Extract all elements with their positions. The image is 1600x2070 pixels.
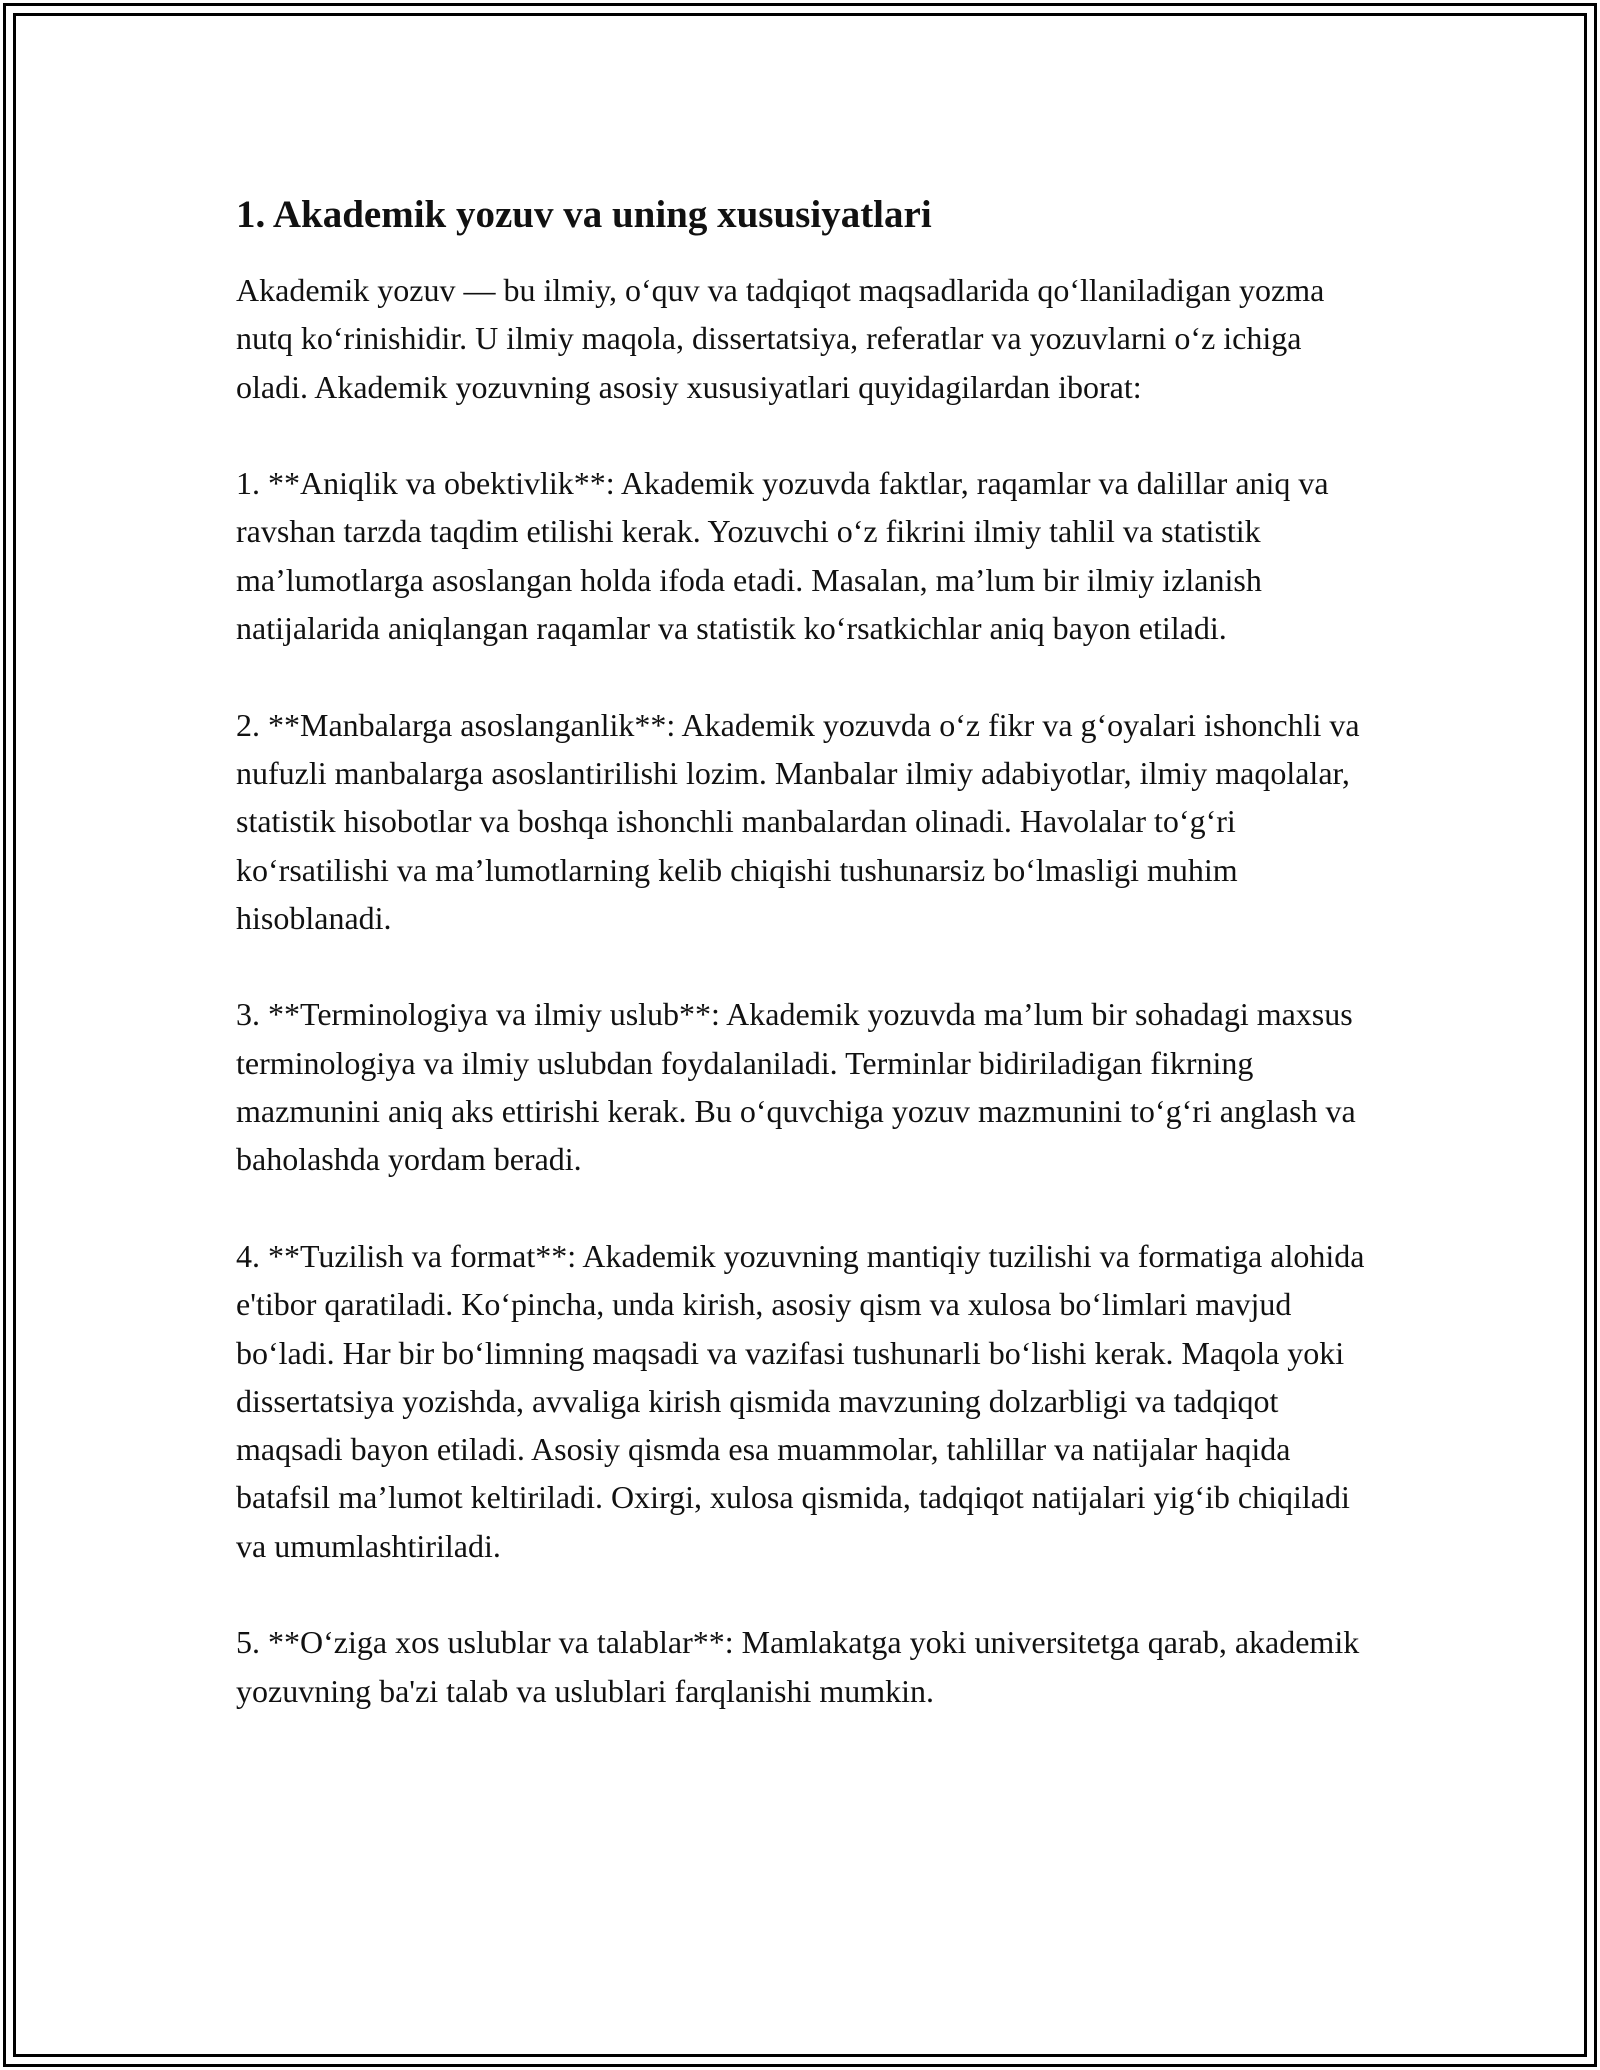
paragraph-sources: 2. **Manbalarga asoslanganlik**: Akademik yozuvda o‘z fikr va g‘oyalari ishonchli va nufuzli manbalarga asoslantirilishi lozim. Manbalar ilmiy adabiyotlar, ilmiy maqolalar, statistik hisobotlar va boshqa ishonchli manbalardan olinadi. Havolalar to‘g‘ri ko‘rsatilishi va ma’lumotlarning kelib chiqishi tushunarsiz bo‘lmasligi muhim hisoblanadi. (236, 706, 1360, 936)
paragraph-terminology: 3. **Terminologiya va ilmiy uslub**: Akademik yozuvda ma’lum bir sohadagi maxsus terminologiya va ilmiy uslubdan foydalaniladi. Terminlar bidiriladigan fikrning mazmunini aniq aks ettirishi kerak. Bu o‘quvchiga yozuv mazmunini to‘g‘ri anglash va baholashda yordam beradi. (236, 996, 1356, 1178)
paragraph-structure: 4. **Tuzilish va format**: Akademik yozuvning mantiqiy tuzilishi va formatiga alohida e'tibor qaratiladi. Ko‘pincha, unda kirish, asosiy qism va xulosa bo‘limlari mavjud bo‘ladi. Har bir bo‘limning maqsadi va vazifasi tushunarli bo‘lishi kerak. Maqola yoki dissertatsiya yozishda, avvaliga kirish qismida mavzuning dolzarbligi va tadqiqot maqsadi bayon etiladi. Asosiy qismda esa muammolar, tahlillar va natijalar haqida batafsil ma’lumot keltiriladi. Oxirgi, xulosa qismida, tadqiqot natijalari yig‘ib chiqiladi va umumlashtiriladi. (236, 1237, 1365, 1564)
paragraph-accuracy: 1. **Aniqlik va obektivlik**: Akademik yozuvda faktlar, raqamlar va dalillar aniq va ravshan tarzda taqdim etilishi kerak. Yozuvchi o‘z fikrini ilmiy tahlil va statistik ma’lumotlarga asoslangan holda ifoda etadi. Masalan, ma’lum bir ilmiy izlanish natijalarida aniqlangan raqamlar va statistik ko‘rsatkichlar aniq bayon etiladi. (236, 465, 1329, 647)
intro-paragraph: Akademik yozuv — bu ilmiy, o‘quv va tadqiqot maqsadlarida qo‘llaniladigan yozma nutq ko‘rinishidir. U ilmiy maqola, dissertatsiya, referatlar va yozuvlarni o‘z ichiga oladi. Akademik yozuvning asosiy xususiyatlari quyidagilardan iborat: (236, 272, 1325, 405)
document-body (236, 190, 1376, 1763)
paragraph-requirements: 5. **O‘ziga xos uslublar va talablar**: Mamlakatga yoki universitetga qarab, akademik yozuvning ba'zi talab va uslublari farqlanishi mumkin. (236, 1624, 1360, 1709)
document-title: 1. Akademik yozuv va uning xususiyatlari (236, 193, 932, 236)
